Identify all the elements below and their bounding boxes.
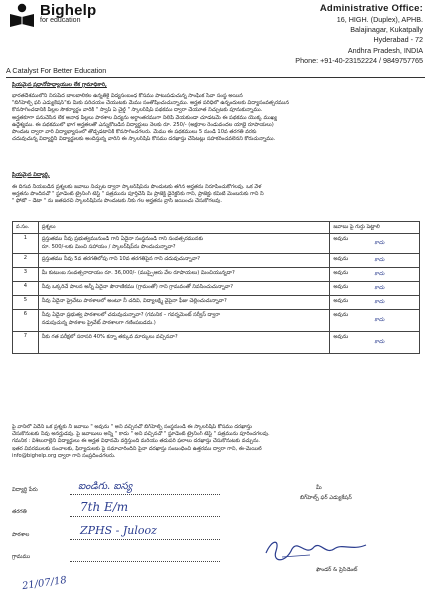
row-number: 7 — [13, 332, 39, 354]
table-row — [13, 254, 420, 268]
class-value[interactable]: 7th E/m — [80, 500, 129, 514]
table-row — [13, 234, 420, 254]
address-line: Hyderabad - 72 — [373, 35, 423, 45]
row-number: 5 — [13, 296, 39, 310]
answer-cell[interactable] — [330, 268, 420, 282]
intro-line: పొందుట ద్వారా వారి విద్యాభ్యాసంలో తోడ్పడటానికి కొనసాగించగలరు. మేము ఈ పథకములు 5 నుండి 10వ తరగతి వరకు — [12, 129, 257, 136]
org-name: బిగ్‌హెల్ప్ ఫర్ ఎడ్యుకేషన్ — [300, 495, 352, 501]
salutation-parents: ప్రియమైన ప్రధానోపాధ్యాయుల లేక గ్రామాధికారి, — [12, 82, 107, 88]
eligibility-table — [12, 221, 420, 354]
bighelp-logo-icon — [8, 3, 36, 29]
contact-email-line: info@bighelp.org ద్వారా గాని సంప్రదించగలరు. — [12, 452, 116, 459]
answer-cell[interactable] — [330, 296, 420, 310]
handwritten-date: 21/07/18 — [21, 574, 68, 593]
question-line: నీవు ఏదైనా ప్రభుత్వ పాఠశాలలో చదువుచున్నావా? (గమనిక – గవర్నమెంట్ సర్వీస్ ద్వారా — [41, 312, 221, 318]
question-text — [38, 310, 330, 332]
question-line: ప్రస్తుతము నీవు 5వ తరగతిలోపు గాని 10వ తరగతిపైన గాని చదువుచున్నావా? — [41, 256, 201, 262]
col-header-questions: ప్రశ్నలు — [38, 222, 330, 234]
question-text — [38, 296, 330, 310]
question-line: నీకు గత పరీక్షలో సరాసరి 40% కన్నా తక్కువ మార్కులు వచ్చినవా? — [41, 334, 178, 340]
answer-no-checked[interactable]: కాదు — [374, 317, 385, 323]
intro-line: చదువుచున్న విద్యార్థినీ విద్యార్థులకు అందిస్తున్న వారిని ఈ స్కాలర్‌షిప్ కోసము దరఖాస్తు చేసేటట్లు సహకరించవలెనని కోరుచున్నాము. — [12, 136, 276, 143]
office-address — [295, 3, 423, 66]
founder-signature-icon — [262, 535, 372, 565]
row-number: 6 — [13, 310, 39, 332]
salutation-student: ప్రియమైన విద్యార్థి, — [12, 172, 50, 178]
instructions-paragraph — [12, 424, 421, 460]
student-line: " ఫోటో – డేటా " ను జతపరచి స్కాలర్‌షిప్‌ను పొందుటకు నీకు గల అర్హతను వ్రాసి జయించు చేసుకోగలవు. — [12, 198, 222, 205]
table-row — [13, 282, 420, 296]
table-row — [13, 268, 420, 282]
answer-no-checked[interactable]: కాదు — [374, 299, 385, 305]
phone-line: Phone: +91-40-23152224 / 9849757765 — [295, 55, 423, 65]
row-number: 3 — [13, 268, 39, 282]
intro-line: ఉద్దేశ్యము. ఈ పథకములో భాగ అర్హతలతో ఎన్నుకోబడిన విద్యార్థులు నెలకు రూ. 250/- (అక్షరాల రెండువందల యాభై రూపాయలు) — [12, 121, 274, 128]
instruction-line: గమనిక : విశిలురాల్లెని విద్యార్థులు ఈ అర్హత విధానమే వర్తిస్తుంది మరియు తదుపరి ఫలాలు దరఖాస్తు చేసుకొనుటకు వచ్చును. — [12, 438, 261, 445]
instruction-line: చేసుకొనుటకు నీవు అనర్హుడవు. పై జవాబులు అన్నీ " కాదు " అని వచ్చినచో " స్టూడెంట్ ట్రైనింగ్ టెస్ట్ " పత్రమును పూరించగలవు. — [12, 431, 270, 438]
instruction-line: ఇతర వివరములకు సంచాలకు, ఫిర్యాదులకు పై సమాచారిందిని పైనా దరఖాస్తు సంబంధించి ఉత్తరము ద్వారా గాని, ఈ-మెయిల్ — [12, 445, 262, 452]
village-label: గ్రామము — [12, 554, 31, 560]
intro-line: "బిగ్‌హెల్ప్ ఫర్ ఎడ్యుకేషన్"కు మీకు పరిచయం చేయుటకు మేము సంతోషించుచున్నాము. అర్హత పరిధిలో ఉన్నందులకు విద్యాసంవత్సరమున — [12, 100, 289, 107]
answer-cell[interactable] — [330, 332, 420, 354]
address-line: Balajinagar, Kukatpally — [350, 25, 423, 35]
org-closing-line: మీ — [316, 485, 322, 491]
instruction-line: పై వానిలో ఏదేని ఒక ప్రశ్నకు నీ జవాబు " అవును " అని వచ్చినచో బిగ్‌హెల్ప్ సంస్థనుండి ఈ స్కాలర్‌షిప్ కోసము దరఖాస్తు — [12, 424, 252, 430]
question-line: ప్రస్తుతము నీవు ప్రభుత్వమునుండి గాని ఏదైనా సంస్థనుండి గాని సంవత్సరమునకు — [41, 236, 204, 242]
row-number: 1 — [13, 234, 39, 254]
answer-no-checked[interactable]: కాదు — [374, 257, 385, 263]
office-title: Administrative Office: — [319, 3, 423, 14]
student-name-field[interactable] — [70, 494, 220, 495]
class-label: తరగతి — [12, 509, 27, 515]
student-line: ఈ దిగువ నీయబడిన ప్రశ్నలకు జవాబు నిచ్చుట ద్వారా స్కాలర్‌షిప్‌ను పొందుటకు తగిన అర్హతను నిరూపించుకోగలవు. ఒక వేళ — [12, 184, 262, 190]
student-paragraph — [12, 184, 421, 206]
address-line: Andhra Pradesh, INDIA — [347, 45, 423, 55]
brand-name: Bighelp — [40, 2, 97, 19]
question-text — [38, 332, 330, 354]
question-text — [38, 268, 330, 282]
col-header-number: వ.సం. — [13, 222, 39, 234]
village-field[interactable] — [70, 561, 220, 562]
school-label: పాఠశాల — [12, 532, 30, 538]
answer-no-checked[interactable]: కాదు — [374, 285, 385, 291]
header-divider — [6, 77, 425, 78]
answer-yes[interactable]: అవును — [333, 312, 349, 318]
answer-yes[interactable]: అవును — [333, 256, 349, 262]
founder-label: ఫౌండర్ & ప్రెసిడెంట్ — [316, 567, 358, 573]
answer-yes[interactable]: అవును — [333, 298, 349, 304]
student-line: అర్హతను పొందినచో " స్టూడెంట్ ట్రైనింగ్ టెస్ట్ " పత్రమును పూర్తిచేసి మీ ప్రాజెక్ట్ డైరెక్టర్‌కు గాని, ప్రాజెక్టు కమిటీ మెంబరుకు గాని నీ — [12, 191, 264, 198]
table-header-row — [13, 222, 420, 234]
question-line: నీవు ఏదైనా ప్రైవేటు పాఠశాలలో అంటూ నీ చదివి, విద్యాలక్ష్మి వైపైనా ఫీజు చెల్లించుచున్నావా? — [41, 298, 227, 304]
question-line: మీ కుటుంబ సంవత్సరాదాయం రూ. 36,000/- (ముప్పైఆరు వేల రూపాయలు) మించియున్నదా? — [41, 270, 235, 276]
answer-cell[interactable] — [330, 254, 420, 268]
brand-subtitle: for education — [40, 17, 81, 24]
intro-line: భారతదేశములోని నిరుపేద బాలబాలికల ఉన్నతికై విద్యసంబంధ కోసము పాటుపడుచున్న సాంఘిక సేవా సంస్థ అయిన — [12, 93, 243, 99]
student-name-label: విద్యార్థి పేరు — [12, 487, 38, 493]
table-row — [13, 296, 420, 310]
answer-yes[interactable]: అవును — [333, 284, 349, 290]
answer-no-checked[interactable]: కాదు — [374, 339, 385, 345]
intro-paragraph — [12, 93, 421, 143]
question-text — [38, 234, 330, 254]
answer-cell[interactable] — [330, 282, 420, 296]
question-line: రూ. 500/-లకు మించి సహాయం / స్కాలర్‌షిప్‌ను పొందుచున్నావా? — [41, 244, 176, 250]
school-field[interactable] — [70, 539, 220, 540]
question-line: నీవు ఒక్కరిచే పాలన అన్నీ ఏదైనా పౌరాణికము (గ్రామంతో) గాని గ్రామవంతో నివసించుచున్నావా? — [41, 284, 233, 290]
row-number: 2 — [13, 254, 39, 268]
answer-yes[interactable]: అవును — [333, 236, 349, 242]
answer-no-checked[interactable]: కాదు — [374, 271, 385, 277]
school-value[interactable]: ZPHS - Julooz — [80, 524, 157, 537]
table-row — [13, 310, 420, 332]
address-line: 16, HIGH. (Duplex), APHB. — [336, 15, 423, 24]
student-name-value[interactable]: ఐండిగు. ఐస్య — [78, 481, 133, 492]
answer-cell[interactable] — [330, 310, 420, 332]
brand — [40, 2, 96, 24]
row-number: 4 — [13, 282, 39, 296]
table-row — [13, 332, 420, 354]
answer-yes[interactable]: అవును — [333, 334, 349, 340]
question-text — [38, 282, 330, 296]
tagline: A Catalyst For Better Education — [6, 66, 107, 75]
answer-cell[interactable] — [330, 234, 420, 254]
question-text — [38, 254, 330, 268]
class-field[interactable] — [70, 516, 220, 517]
answer-yes[interactable]: అవును — [333, 270, 349, 276]
intro-line: అర్హతకూగా పనుచేసిన లేక అనాథ పిల్లలు పాఠశాల విద్యను అర్ధాంతరముగా నిలిపి వేయకుండా చూడటమే ఈ పథకము యొక్క ముఖ్య — [12, 114, 277, 121]
question-line: నడుపుచున్న పాఠశాల ప్రైవేట్ పాఠశాలగా గణింపబడదు.) — [41, 320, 156, 326]
col-header-answer: జవాబు పై గుర్తు పెట్టాలి — [330, 222, 420, 234]
answer-no-checked[interactable]: కాదు — [374, 240, 385, 246]
intro-line: కొనసాగించడానికి పిల్లల సౌకర్యార్థం వారికి " స్వాప్ ఏ చైల్డ్ " స్కాలర్‌షిప్ పథకము ద్వారా చేయూత నిచ్చుటకు పూనుకున్నాము. — [12, 107, 263, 114]
